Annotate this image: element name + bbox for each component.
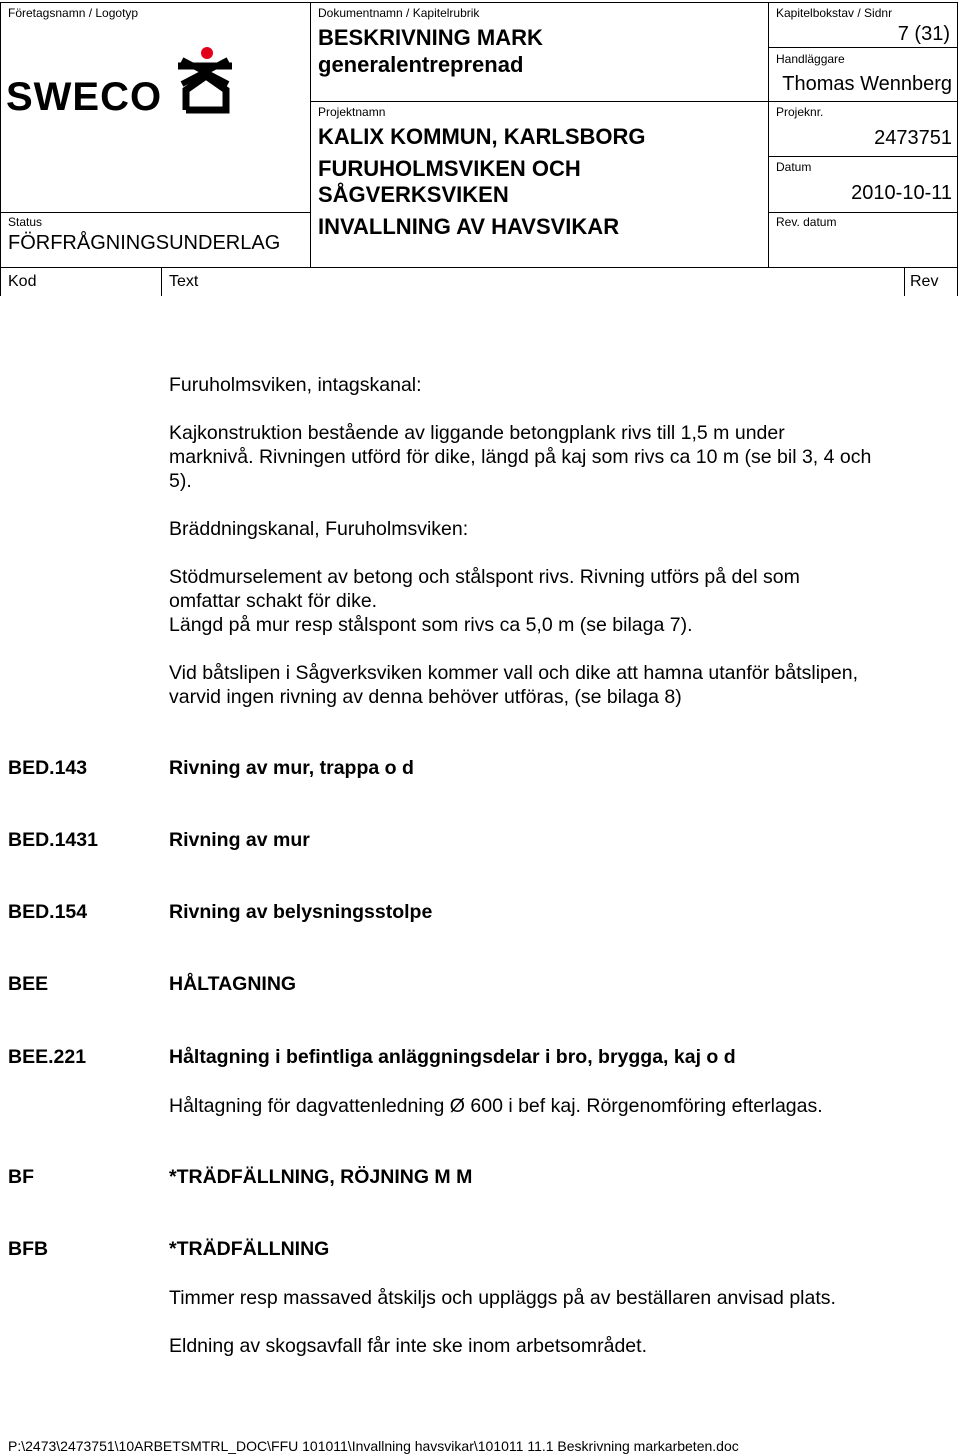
item-code: BED.143	[8, 757, 88, 779]
header-divider-2	[768, 2, 769, 268]
handler-label: Handläggare	[776, 52, 845, 66]
doc-label: Dokumentnamn / Kapitelrubrik	[318, 6, 480, 20]
project-top-line	[310, 101, 769, 102]
projnr-value: 2473751	[874, 127, 952, 149]
paragraph-intake-channel: Furuholmsviken, intagskanal:	[169, 374, 422, 396]
item-code: BEE	[8, 973, 49, 995]
sweco-logo	[6, 44, 238, 116]
handler-value: Thomas Wennberg	[782, 73, 952, 95]
paragraph-quay-3: 5).	[169, 470, 192, 492]
projnr-label: Projeknr.	[776, 105, 824, 119]
item-code: BED.1431	[8, 829, 98, 851]
handler-top-line	[768, 47, 958, 48]
column-kod: Kod	[8, 273, 37, 290]
item-code: BED.154	[8, 901, 88, 923]
paragraph-quay-1: Kajkonstruktion bestående av liggande betongplank rivs till 1,5 m under	[169, 422, 785, 444]
date-label: Datum	[776, 160, 812, 174]
chapter-label: Kapitelbokstav / Sidnr	[776, 6, 893, 20]
date-top-line	[768, 156, 958, 157]
item-heading: Håltagning i befintliga anläggningsdelar i bro, brygga, kaj o d	[169, 1046, 736, 1068]
doc-title-line-1: BESKRIVNING MARK	[318, 25, 543, 50]
status-label: Status	[8, 215, 43, 229]
paragraph-burning: Eldning av skogsavfall får inte ske inom arbetsområdet.	[169, 1335, 647, 1357]
status-value: FÖRFRÅGNINGSUNDERLAG	[8, 232, 281, 254]
project-line-2: FURUHOLMSVIKEN OCH	[318, 156, 581, 181]
paragraph-wall-1: Stödmurselement av betong och stålspont rivs. Rivning utförs på del som	[169, 566, 800, 588]
header-divider-1	[310, 2, 311, 268]
status-top-line	[0, 212, 311, 213]
paragraph-slipway-2: varvid ingen rivning av denna behöver utföras, (se bilaga 8)	[169, 686, 682, 708]
item-code: BF	[8, 1166, 34, 1188]
col-divider-1	[161, 267, 162, 296]
paragraph-drilling: Håltagning för dagvattenledning Ø 600 i bef kaj. Rörgenomföring efterlagas.	[169, 1095, 823, 1117]
projnr-top-line	[768, 101, 958, 102]
paragraph-slipway-1: Vid båtslipen i Sågverksviken kommer vall och dike att hamna utanför båtslipen,	[169, 662, 859, 684]
header-left-border	[0, 2, 1, 296]
paragraph-overflow-channel: Bräddningskanal, Furuholmsviken:	[169, 518, 469, 540]
paragraph-timber: Timmer resp massaved åtskiljs och uppläggs på av beställaren anvisad plats.	[169, 1287, 836, 1309]
item-heading: *TRÄDFÄLLNING, RÖJNING M M	[169, 1166, 473, 1188]
project-line-4: INVALLNING AV HAVSVIKAR	[318, 214, 620, 239]
project-line-3: SÅGVERKSVIKEN	[318, 182, 509, 207]
page-number: 7 (31)	[897, 23, 950, 45]
revdate-top-line	[768, 212, 958, 213]
item-heading: Rivning av mur	[169, 829, 310, 851]
project-label: Projektnamn	[318, 105, 386, 119]
footer-file-path: P:\2473\2473751\10ARBETSMTRL_DOC\FFU 101011\Invallning havsvikar\101011 11.1 Beskrivning markarbeten.doc	[8, 1438, 739, 1454]
paragraph-wall-2: omfattar schakt för dike.	[169, 590, 378, 612]
paragraph-quay-2: marknivå. Rivningen utförd för dike, längd på kaj som rivs ca 10 m (se bil 3, 4 och	[169, 446, 872, 468]
column-text: Text	[169, 273, 199, 290]
logo-text: SWECO	[6, 75, 163, 116]
item-code: BFB	[8, 1238, 49, 1260]
header-top-border	[0, 2, 958, 3]
revdate-label: Rev. datum	[776, 215, 837, 229]
item-heading: Rivning av mur, trappa o d	[169, 757, 414, 779]
paragraph-wall-3: Längd på mur resp stålspont som rivs ca 5,0 m (se bilaga 7).	[169, 614, 693, 636]
item-heading: *TRÄDFÄLLNING	[169, 1238, 330, 1260]
columns-top-line	[0, 267, 958, 268]
project-line-1: KALIX KOMMUN, KARLSBORG	[318, 124, 646, 149]
col-divider-2	[904, 267, 905, 296]
column-rev: Rev	[910, 273, 939, 290]
company-label: Företagsnamn / Logotyp	[8, 6, 139, 20]
date-value: 2010-10-11	[851, 182, 952, 204]
item-heading: HÅLTAGNING	[169, 973, 297, 995]
item-code: BEE.221	[8, 1046, 87, 1068]
item-heading: Rivning av belysningsstolpe	[169, 901, 433, 923]
doc-title-line-2: generalentreprenad	[318, 52, 524, 77]
logo-dot	[201, 47, 213, 59]
